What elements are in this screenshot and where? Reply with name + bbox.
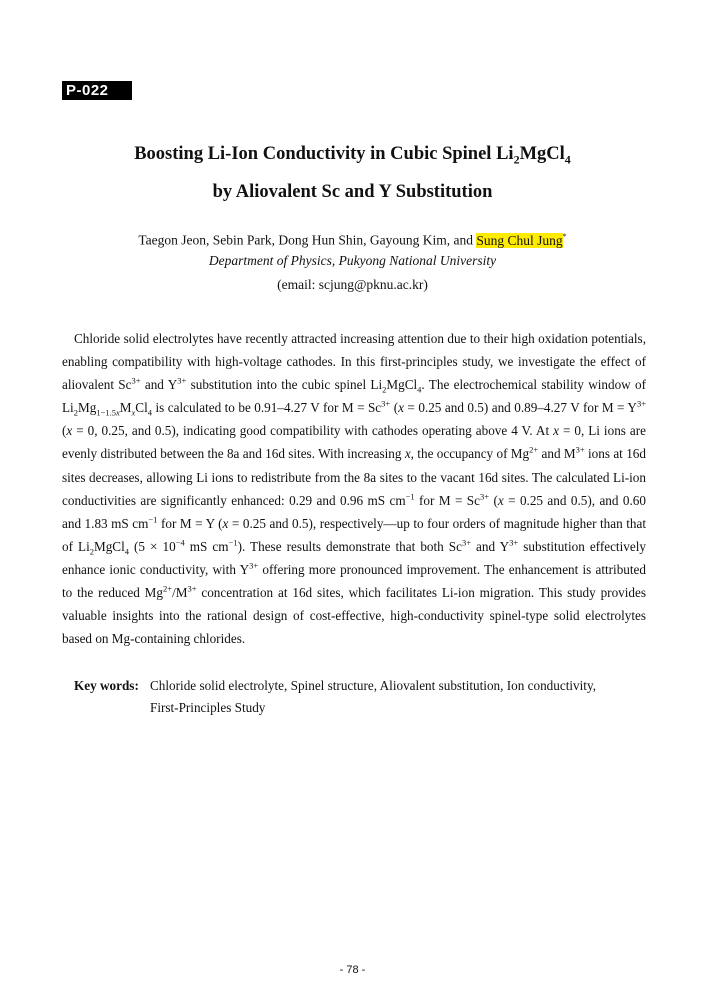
abstract: Chloride solid electrolytes have recently attracted increasing attention due to their high oxidation potentials, enabling compatibility with high-voltage cathodes. In this first-principles study, we investigate the effect of aliovalent $Sc^{3+}$ and $Y^{3+}$ substitution into the cubic spinel $Li_2MgCl_4$. The electrochemical stability window of $Li_2Mg_{1-1.5x}M_xCl_4$ is calculated to be 0.91–4.27 V for $M = Sc^{3+}$ (x = 0.25 and 0.5) and 0.89–4.27 V for $M = Y^{3+}$ (x = 0, 0.25, and 0.5), indicating good compatibility with cathodes operating above 4 V. At x = 0, Li ions are evenly distributed between the 8a and 16d sites. With increasing x, the occupancy of $Mg^{2+}$ and $M^{3+}$ ions at 16d sites decreases, allowing Li ions to redistribute from the 8a sites to the vacant 16d sites. The calculated Li-ion conductivities are significantly enhanced: 0.29 and 0.96 mS $cm^{-1}$ for $M = Sc^{3+}$ (x = 0.25 and 0.5), and 0.60 and 1.83 mS $cm^{-1}$ for M = Y (x = 0.25 and 0.5), respectively—up to four orders of magnitude higher than that of $Li_2MgCl_4$ ($5 \times 10^{-4}$ mS $cm^{-1}$). These results demonstrate that both $Sc^{3+}$ and $Y^{3+}$ substitution effectively enhance ionic conductivity, with $Y^{3+}$ offering more pronounced improvement. The enhancement is attributed to the reduced $Mg^{2+}/M^{3+}$ concentration at 16d sites, which facilitates Li-ion migration. This study provides valuable insights into the rational design of cost-effective, high-conductivity spinel-type solid electrolytes based on Mg-containing chlorides. [62,331,647,647]
author-block [0,227,705,295]
author-list: Taegon Jeon, Sebin Park, Dong Hun Shin, Gayoung Kim, and [138,232,477,248]
keywords-line-1: Chloride solid electrolyte, Spinel structure, Aliovalent substitution, Ion conductivity, [150,678,596,693]
paper-title [0,138,705,208]
page-number: - 78 - [339,964,366,976]
keywords-list [150,675,646,719]
keywords-label: Key words: [74,678,139,693]
title-line-1: Boosting Li-Ion Conductivity in Cubic Spinel $Li_2MgCl_4$ [134,144,571,167]
author-email: (email: scjung@pknu.ac.kr) [277,276,428,292]
keywords-line-2: First-Principles Study [150,700,266,715]
poster-id-badge: P-022 [62,81,132,100]
title-line-2: by Aliovalent Sc and Y Substitution [212,181,493,202]
affiliation: Department of Physics, Pukyong National University [208,252,497,268]
corresponding-author: Sung Chul Jung [476,232,563,248]
keywords-block [62,675,646,719]
corresponding-marker: * [562,232,567,241]
